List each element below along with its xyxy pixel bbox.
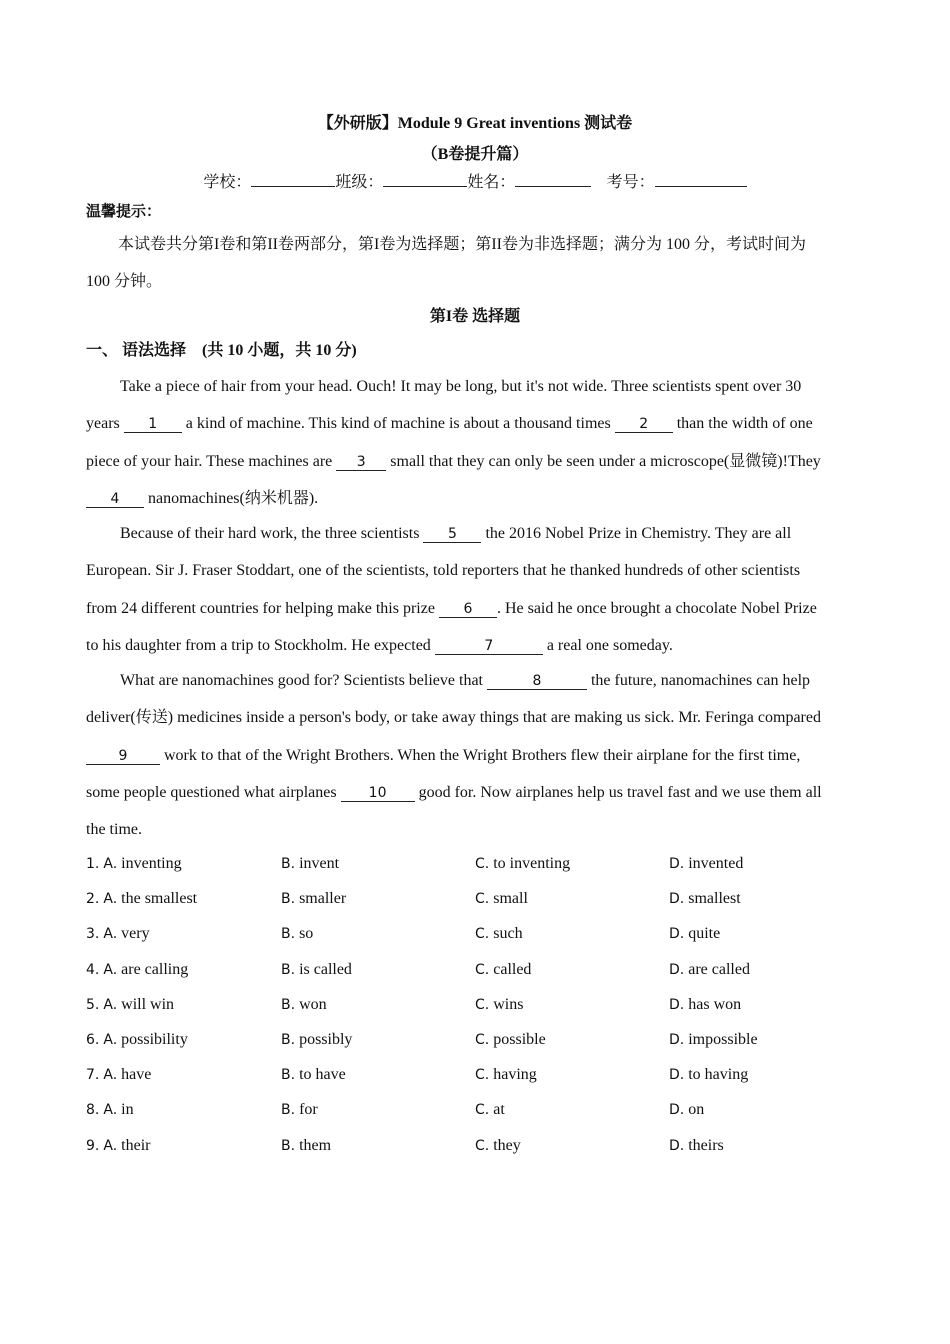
question-5-option-b[interactable] [281,996,327,1014]
option-text: quite [688,925,721,943]
option-text: smaller [299,890,347,908]
passage-text: nanomachines(纳米机器). [144,490,319,507]
question-5-option-a[interactable] [86,996,174,1014]
question-6-option-b[interactable] [281,1031,352,1049]
passage-text: a real one someday. [542,637,673,654]
option-letter: A. [103,1032,118,1048]
school-label: 学校： [203,172,252,191]
option-text: very [121,925,150,943]
option-text: is called [299,960,352,978]
passage-text: Because of their hard work, the three scientists [120,525,424,542]
option-text: them [299,1136,332,1154]
question-5-option-d[interactable] [669,996,741,1014]
blank-2[interactable]: 2 [615,416,673,433]
option-letter: A. [103,856,118,872]
option-letter: B. [281,1067,296,1084]
option-text: on [688,1101,705,1119]
passage-line [86,783,822,803]
blank-6[interactable]: 6 [439,601,497,618]
question-number: 6. [86,1032,100,1048]
option-letter: A. [103,891,118,908]
page-title: 【外研版】Module 9 Great inventions 测试卷 [317,115,633,132]
option-text: has won [688,995,742,1013]
tips-heading: 温馨提示： [86,202,162,220]
option-text: to having [688,1066,749,1084]
question-3-option-a[interactable] [86,925,150,943]
option-text: possible [493,1031,546,1048]
question-4-option-c[interactable] [475,961,531,979]
option-letter: B. [281,891,296,908]
passage-text: piece of your hair. These machines are [86,453,337,470]
option-letter: A. [103,1102,118,1119]
part-heading: 一、 语法选择 (共 10 小题，共 10 分) [86,342,357,359]
question-4-option-b[interactable] [281,961,352,979]
passage-text: to his daughter from a trip to Stockholm. He expected [86,637,435,654]
class-field[interactable] [383,170,467,187]
option-text: invent [299,855,340,872]
question-number: 7. [86,1067,100,1084]
option-text: having [493,1066,537,1084]
blank-8[interactable]: 8 [487,673,587,690]
option-letter: D. [669,1137,685,1154]
passage-text: . He said he once brought a chocolate Nobel Prize [496,600,817,617]
question-2-option-b[interactable] [281,890,346,908]
option-text: at [493,1101,505,1119]
question-number: 9. [86,1137,100,1154]
option-letter: B. [281,996,296,1013]
option-text: to have [299,1066,346,1084]
passage-line [86,746,800,766]
question-1-option-c[interactable] [475,855,570,873]
number-field[interactable] [655,170,747,187]
question-5-option-c[interactable] [475,996,523,1014]
question-2-option-d[interactable] [669,890,741,908]
question-6-option-c[interactable] [475,1031,546,1049]
question-7-option-a[interactable] [86,1066,151,1084]
passage-line: Take a piece of hair from your head. Ouch! It may be long, but it's not wide. Three scientists spent over 30 [120,378,802,395]
question-8-option-a[interactable] [86,1101,134,1119]
tips-line-1: 本试卷共分第I卷和第II卷两部分，第I卷为选择题；第II卷为非选择题；满分为 100 分，考试时间为 [118,236,806,253]
option-letter: B. [281,856,296,872]
option-text: are called [688,960,750,978]
option-letter: B. [281,1102,296,1119]
option-letter: C. [475,996,490,1013]
option-text: will win [121,995,175,1013]
option-letter: D. [669,1102,685,1119]
option-text: their [121,1136,151,1154]
option-letter: C. [475,891,490,908]
passage-line [86,599,817,619]
number-label: 考号： [606,172,655,191]
question-number: 8. [86,1102,100,1119]
question-8-option-b[interactable] [281,1101,318,1119]
option-text: the smallest [121,890,198,908]
option-text: small [493,890,528,908]
option-text: wins [493,995,524,1013]
question-2-option-c[interactable] [475,890,528,908]
question-3-option-d[interactable] [669,925,720,943]
question-7-option-c[interactable] [475,1066,537,1084]
option-text: smallest [688,890,741,908]
blank-4[interactable]: 4 [86,491,144,508]
option-letter: B. [281,1137,296,1154]
option-letter: D. [669,891,685,908]
question-1-option-b[interactable] [281,855,339,873]
option-letter: C. [475,961,490,978]
passage-text: from 24 different countries for helping make this prize [86,600,439,617]
passage-text: work to that of the Wright Brothers. When the Wright Brothers flew their airplane for the first time, [160,747,801,764]
option-text: for [299,1101,318,1119]
question-7-option-d[interactable] [669,1066,748,1084]
blank-9[interactable]: 9 [86,748,160,765]
name-field[interactable] [515,170,591,187]
option-text: are calling [121,960,189,978]
passage-line [86,414,813,434]
blank-5[interactable]: 5 [423,526,481,543]
question-1-option-a[interactable] [86,855,182,873]
question-4-option-a[interactable] [86,961,188,979]
option-letter: A. [103,1067,118,1084]
option-letter: D. [669,1032,685,1048]
option-letter: D. [669,1067,685,1084]
passage-text: the future, nanomachines can help [586,672,811,689]
question-number: 5. [86,996,100,1013]
blank-10[interactable]: 10 [341,785,415,802]
question-3-option-b[interactable] [281,925,313,943]
passage-line [86,636,673,656]
question-4-option-d[interactable] [669,961,750,979]
option-letter: B. [281,961,296,978]
option-letter: A. [103,1137,118,1154]
question-number: 2. [86,891,100,908]
option-letter: C. [475,1137,490,1154]
question-number: 1. [86,856,100,872]
question-8-option-c[interactable] [475,1101,505,1119]
option-letter: D. [669,961,685,978]
passage-line [86,489,318,509]
option-letter: D. [669,926,685,943]
passage-text: What are nanomachines good for? Scientists believe that [120,672,487,689]
option-text: invented [688,855,744,872]
class-label: 班级： [335,172,384,191]
option-text: such [493,925,523,943]
passage-line [120,671,810,691]
option-letter: C. [475,856,490,872]
passage-text: than the width of one [672,415,813,432]
question-8-option-d[interactable] [669,1101,704,1119]
option-letter: B. [281,1032,296,1048]
page-subtitle: （B卷提升篇） [421,146,529,163]
question-7-option-b[interactable] [281,1066,346,1084]
question-9-option-b[interactable] [281,1137,331,1155]
option-letter: A. [103,996,118,1013]
tips-line-2: 100 分钟。 [86,273,163,290]
option-text: inventing [121,855,182,872]
option-text: so [299,925,314,943]
option-text: they [493,1136,521,1154]
question-1-option-d[interactable] [669,855,743,873]
question-6-option-d[interactable] [669,1031,758,1049]
name-label: 姓名： [467,172,516,191]
question-9-option-d[interactable] [669,1137,724,1155]
school-field[interactable] [251,170,335,187]
question-9-option-c[interactable] [475,1137,521,1155]
question-number: 3. [86,926,100,943]
passage-line: European. Sir J. Fraser Stoddart, one of the scientists, told reporters that he thanked hundreds of other scientists [86,562,801,579]
student-info-fields [0,169,950,192]
option-letter: C. [475,926,490,943]
option-letter: C. [475,1032,490,1048]
blank-3[interactable]: 3 [336,454,386,471]
option-letter: A. [103,926,118,943]
passage-line [86,452,821,472]
option-text: possibility [121,1031,188,1048]
option-text: in [121,1101,134,1119]
option-text: have [121,1066,152,1084]
option-text: impossible [688,1031,758,1048]
question-6-option-a[interactable] [86,1031,188,1049]
option-text: called [493,960,532,978]
blank-7[interactable]: 7 [435,638,543,655]
passage-text: some people questioned what airplanes [86,784,341,801]
option-letter: C. [475,1067,490,1084]
passage-text: small that they can only be seen under a microscope(显微镜)!They [386,453,821,470]
option-letter: D. [669,996,685,1013]
question-2-option-a[interactable] [86,890,197,908]
option-letter: D. [669,856,685,872]
question-9-option-a[interactable] [86,1137,150,1155]
passage-text: a kind of machine. This kind of machine is about a thousand times [181,415,615,432]
question-number: 4. [86,961,100,978]
option-text: possibly [299,1031,353,1048]
passage-line: deliver(传送) medicines inside a person's body, or take away things that are making us sick. Mr. Feringa compared [86,709,821,726]
option-letter: B. [281,926,296,943]
blank-1[interactable]: 1 [124,416,182,433]
option-letter: A. [103,961,118,978]
question-3-option-c[interactable] [475,925,523,943]
section-title: 第I卷 选择题 [429,308,521,325]
passage-line: the time. [86,821,142,838]
passage-text: the 2016 Nobel Prize in Chemistry. They are all [481,525,792,542]
option-text: won [299,995,327,1013]
option-letter: C. [475,1102,490,1119]
passage-line [120,524,791,544]
passage-text: years [86,415,124,432]
option-text: theirs [688,1136,724,1154]
option-text: to inventing [493,855,571,872]
passage-text: good for. Now airplanes help us travel fast and we use them all [414,784,822,801]
